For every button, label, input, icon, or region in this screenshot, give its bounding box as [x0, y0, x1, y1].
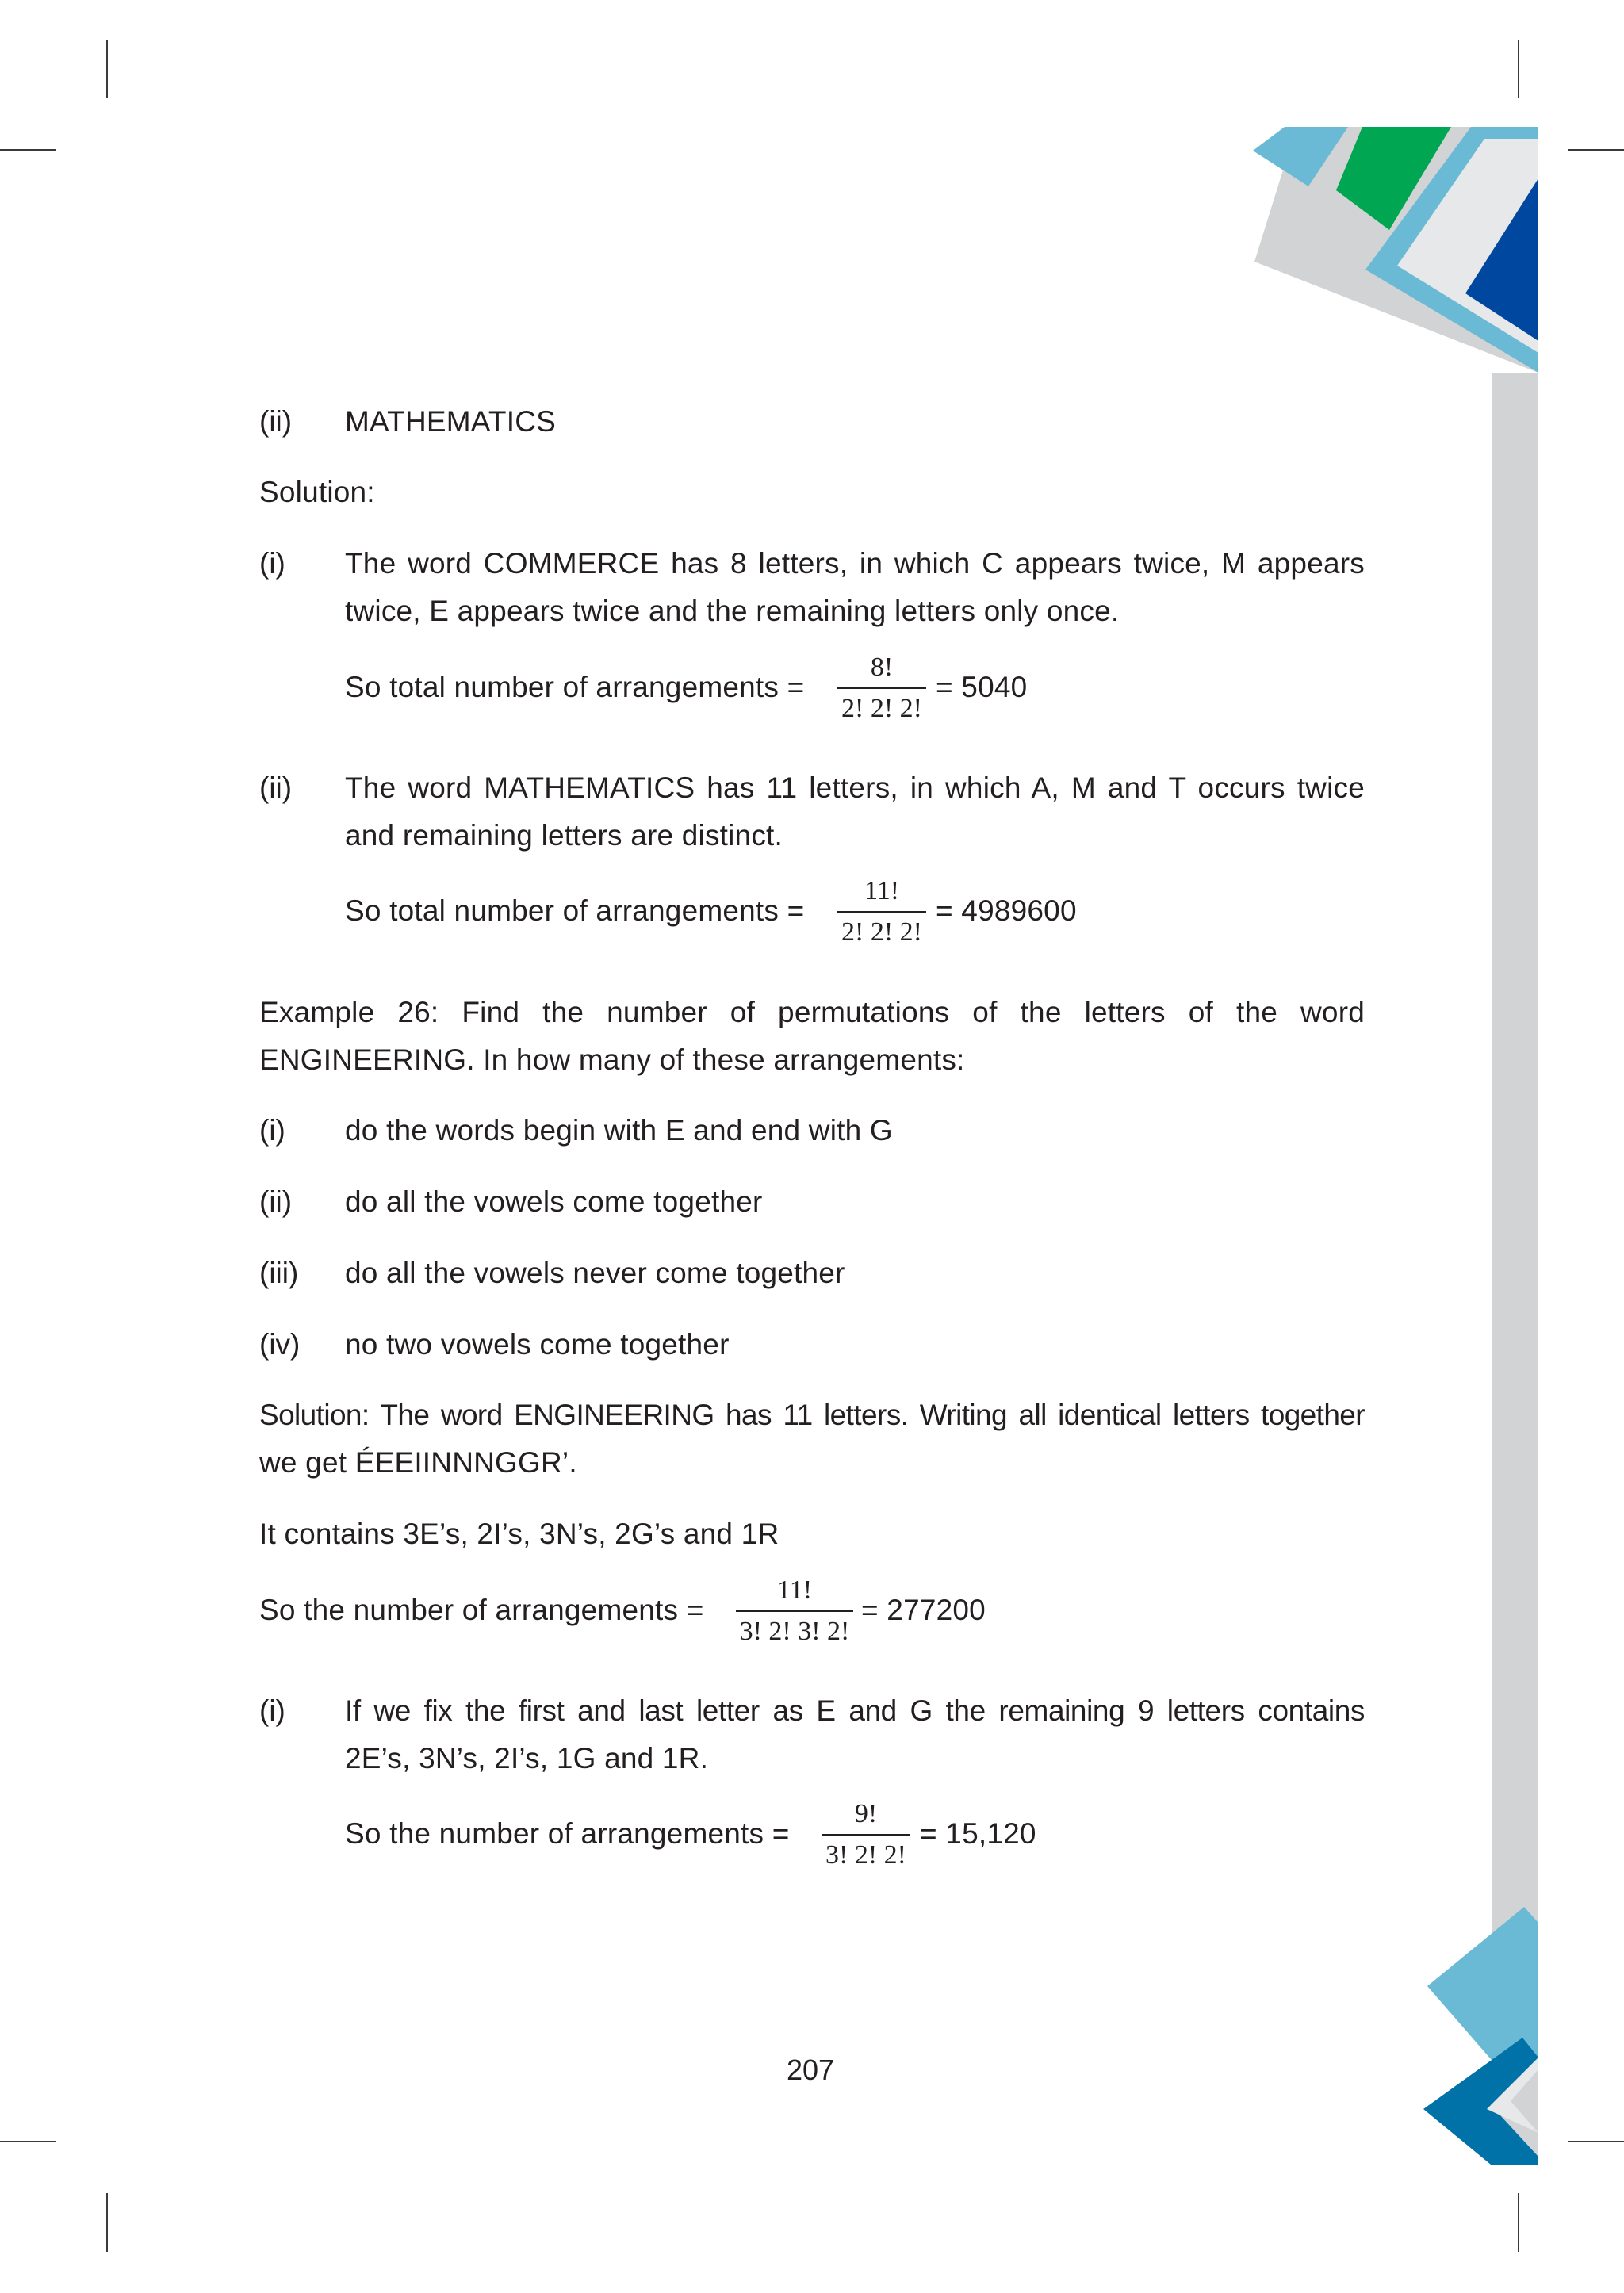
example-heading-line: ENGINEERING. In how many of these arrangements: [259, 1043, 965, 1076]
fraction-denominator: 2! 2! 2! [841, 694, 922, 723]
question-text: do all the vowels come together [345, 1185, 763, 1218]
formula-prefix: So the number of arrangements = [259, 1594, 704, 1626]
formula-prefix: So total number of arrangements = [345, 671, 805, 703]
question-text: do the words begin with E and end with G [345, 1114, 893, 1146]
question-text: no two vowels come together [345, 1328, 730, 1361]
formula-prefix: So total number of arrangements = [345, 894, 805, 927]
example-heading-line: Example 26: Find the number of permutations of the letters of the word [259, 996, 1365, 1028]
solution-line: we get ÉEEIINNNGGR’. [259, 1446, 577, 1479]
question-text: do all the vowels never come together [345, 1257, 845, 1289]
fraction-numerator: 9! [854, 1799, 878, 1828]
solution-line: Solution: The word ENGINEERING has 11 letters. Writing all identical letters together [259, 1399, 1365, 1431]
solution-item-line: If we fix the first and last letter as E and G the remaining 9 letters contains [345, 1694, 1365, 1727]
solution-item-label: (ii) [259, 771, 293, 804]
formula-result: = 4989600 [936, 894, 1077, 927]
solution-item-label: (i) [259, 547, 285, 580]
solution-item-label: (i) [259, 1694, 285, 1727]
solution-item-line: twice, E appears twice and the remaining letters only once. [345, 595, 1120, 627]
fraction [837, 876, 926, 947]
fraction [822, 1799, 910, 1870]
fraction [837, 653, 926, 724]
formula-result: = 15,120 [920, 1817, 1036, 1850]
fraction-numerator: 8! [870, 653, 894, 682]
page-number: 207 [787, 2054, 835, 2086]
item-text: MATHEMATICS [345, 405, 556, 438]
formula-result: = 277200 [861, 1594, 986, 1626]
solution-item-line: and remaining letters are distinct. [345, 819, 783, 852]
fraction-denominator: 3! 2! 3! 2! [739, 1617, 850, 1646]
question-label: (iii) [259, 1257, 299, 1289]
fraction-denominator: 3! 2! 2! [825, 1840, 906, 1870]
fraction-numerator: 11! [864, 876, 900, 905]
solution-line: It contains 3E’s, 2I’s, 3N’s, 2G’s and 1R [259, 1518, 779, 1550]
question-label: (ii) [259, 1185, 293, 1218]
question-label: (iv) [259, 1328, 301, 1361]
solution-item-line: 2E’s, 3N’s, 2I’s, 1G and 1R. [345, 1742, 709, 1774]
formula-result: = 5040 [936, 671, 1028, 703]
formula-prefix: So the number of arrangements = [345, 1817, 790, 1850]
solution-item-line: The word COMMERCE has 8 letters, in which C appears twice, M appears [345, 547, 1365, 580]
side-bar [1492, 373, 1538, 2165]
fraction-denominator: 2! 2! 2! [841, 917, 922, 947]
fraction-numerator: 11! [776, 1575, 813, 1605]
question-label: (i) [259, 1114, 285, 1146]
fraction [736, 1575, 853, 1647]
solution-item-line: The word MATHEMATICS has 11 letters, in which A, M and T occurs twice [345, 771, 1365, 804]
solution-label: Solution: [259, 476, 375, 508]
item-label: (ii) [259, 405, 293, 438]
